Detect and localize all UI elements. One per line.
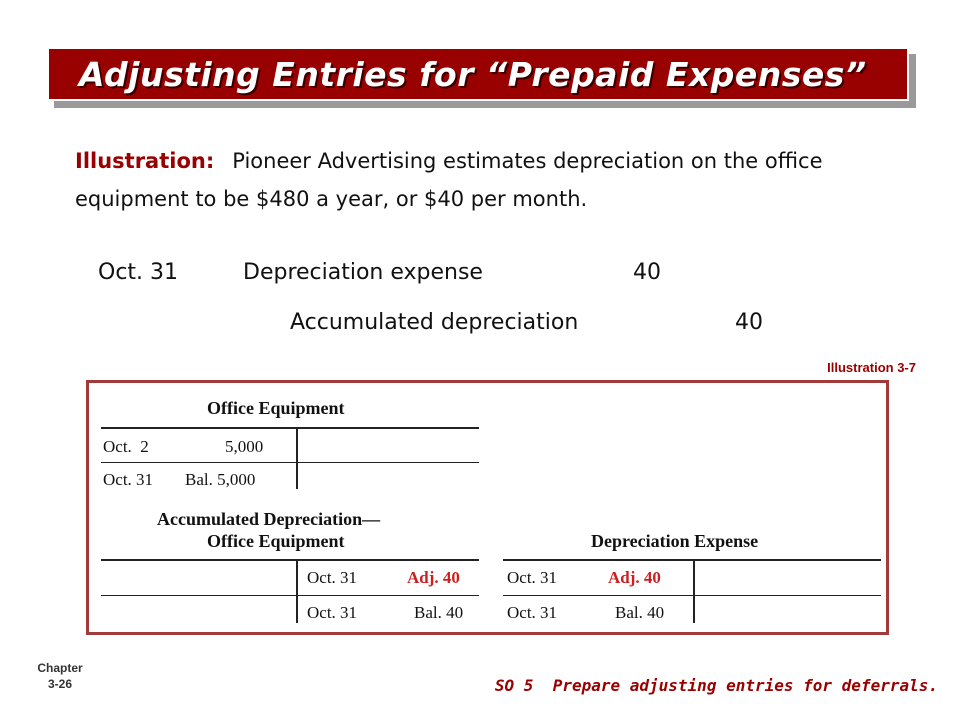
study-objective: SO 5 Prepare adjusting entries for deferrals. (494, 676, 938, 695)
depreciation-expense-row1-date: Oct. 31 (507, 568, 558, 587)
journal-credit-amount: 40 (735, 310, 763, 335)
illustration-reference: Illustration 3-7 (827, 360, 916, 375)
office-equipment-row1-date: Oct. 2 (103, 437, 149, 456)
illustration-lead: Illustration: (75, 149, 215, 173)
illustration-paragraph (75, 142, 905, 218)
office-equipment-row2-amount: Bal. 5,000 (185, 470, 256, 489)
t-account-divider (296, 559, 298, 623)
chapter-label (30, 660, 90, 692)
accumulated-depreciation-row1-amount: Adj. 40 (407, 568, 460, 587)
accumulated-depreciation-row1-date: Oct. 31 (307, 568, 358, 587)
chapter-line-1: Chapter (37, 661, 83, 675)
row-separator (101, 462, 479, 463)
journal-debit-account: Depreciation expense (243, 260, 483, 285)
chapter-line-2: 3-26 (47, 677, 73, 691)
row-separator (503, 595, 881, 596)
office-equipment-title: Office Equipment (207, 398, 345, 418)
t-account-divider (693, 559, 695, 623)
t-accounts-panel (86, 380, 889, 635)
office-equipment-row1-amount: 5,000 (225, 437, 264, 456)
office-equipment-row2-date: Oct. 31 (103, 470, 154, 489)
depreciation-expense-title: Depreciation Expense (591, 531, 759, 551)
t-account-top-line (503, 559, 881, 561)
accumulated-depreciation-title-2: Office Equipment (207, 531, 345, 551)
illustration-text: Pioneer Advertising estimates depreciation on the office equipment to be $480 a year, or $40 per month. (75, 149, 823, 211)
journal-debit-amount: 40 (633, 260, 661, 285)
row-separator (101, 595, 479, 596)
t-account-divider (296, 427, 298, 489)
journal-date: Oct. 31 (98, 260, 179, 285)
accumulated-depreciation-row2-date: Oct. 31 (307, 603, 358, 622)
depreciation-expense-row2-date: Oct. 31 (507, 603, 558, 622)
journal-credit-account: Accumulated depreciation (290, 310, 579, 335)
title-banner (47, 47, 909, 101)
slide-title: Adjusting Entries for “Prepaid Expenses” (79, 54, 867, 94)
accumulated-depreciation-title-1: Accumulated Depreciation— (157, 509, 381, 529)
t-account-top-line (101, 559, 479, 561)
depreciation-expense-row2-amount: Bal. 40 (615, 603, 665, 622)
accumulated-depreciation-row2-amount: Bal. 40 (414, 603, 464, 622)
depreciation-expense-row1-amount: Adj. 40 (608, 568, 661, 587)
t-account-top-line (101, 427, 479, 429)
